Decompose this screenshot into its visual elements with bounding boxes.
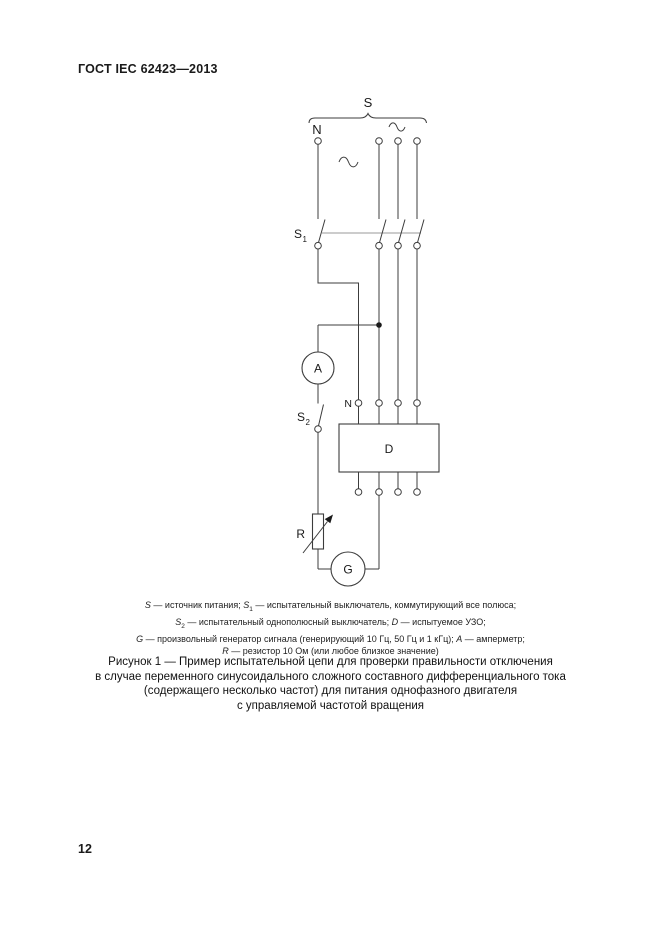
circuit-diagram xyxy=(280,92,460,592)
ammeter-label: A xyxy=(313,361,323,376)
switch2-label: S xyxy=(297,410,306,424)
terminal xyxy=(376,242,383,249)
switch-blade xyxy=(319,405,324,426)
terminal xyxy=(355,400,362,407)
figure-legend xyxy=(0,599,661,657)
terminal xyxy=(395,138,402,145)
legend-line: S — источник питания; $S_1$ — испытательный выключатель, коммутирующий все полюса; xyxy=(144,600,517,613)
switch2-sub: 2 xyxy=(305,418,310,427)
rcd-label: D xyxy=(384,442,394,456)
source-label: S xyxy=(363,95,373,110)
caption-line: в случае переменного синусоидального сложного составного дифференциального тока xyxy=(95,670,566,683)
terminal xyxy=(395,489,402,496)
terminal xyxy=(376,400,383,407)
terminal xyxy=(315,138,322,145)
terminal xyxy=(414,242,421,249)
ac-sine-icon xyxy=(339,157,358,167)
terminal xyxy=(414,489,421,496)
document-title: ГОСТ IEC 62423—2013 xyxy=(78,62,218,76)
terminal xyxy=(315,242,322,249)
junction-dot xyxy=(376,322,382,328)
caption-line: с управляемой частотой вращения xyxy=(236,699,424,712)
source-brace-icon xyxy=(309,114,427,124)
terminal xyxy=(376,489,383,496)
terminal xyxy=(355,489,362,496)
switch-blade xyxy=(319,220,326,243)
ac-sine-icon xyxy=(389,123,405,131)
neutral-label: N xyxy=(312,122,322,137)
terminal xyxy=(395,400,402,407)
page-number: 12 xyxy=(78,842,92,856)
switch1-label: S xyxy=(294,227,303,241)
caption-line: Рисунок 1 — Пример испытательной цепи для проверки правильности отключения xyxy=(108,656,553,668)
legend-line: R — резистор 10 Ом (или любое близкое значение) xyxy=(222,645,439,656)
caption-line: (содержащего несколько частот) для питания однофазного двигателя xyxy=(143,685,518,697)
variable-arrowhead-icon xyxy=(325,515,333,524)
legend-line: G — произвольный генератор сигнала (генерирующий 10 Гц, 50 Гц и 1 кГц); A — амперметр; xyxy=(136,633,525,644)
switch-blade xyxy=(399,220,406,243)
terminal xyxy=(315,426,322,433)
figure-caption xyxy=(0,655,661,713)
rcd-neutral-label: N xyxy=(344,398,352,410)
switch-blade xyxy=(418,220,425,243)
switch1-sub: 1 xyxy=(302,235,307,244)
switch-blade xyxy=(380,220,387,243)
terminal xyxy=(414,400,421,407)
legend-line: $S_2$ — испытательный однополюсный выключатель; D — испытуемое УЗО; xyxy=(175,616,486,630)
terminal xyxy=(395,242,402,249)
terminal xyxy=(376,138,383,145)
terminal xyxy=(414,138,421,145)
resistor-symbol xyxy=(313,514,324,549)
generator-label: G xyxy=(343,562,353,577)
resistor-label: R xyxy=(296,527,305,541)
